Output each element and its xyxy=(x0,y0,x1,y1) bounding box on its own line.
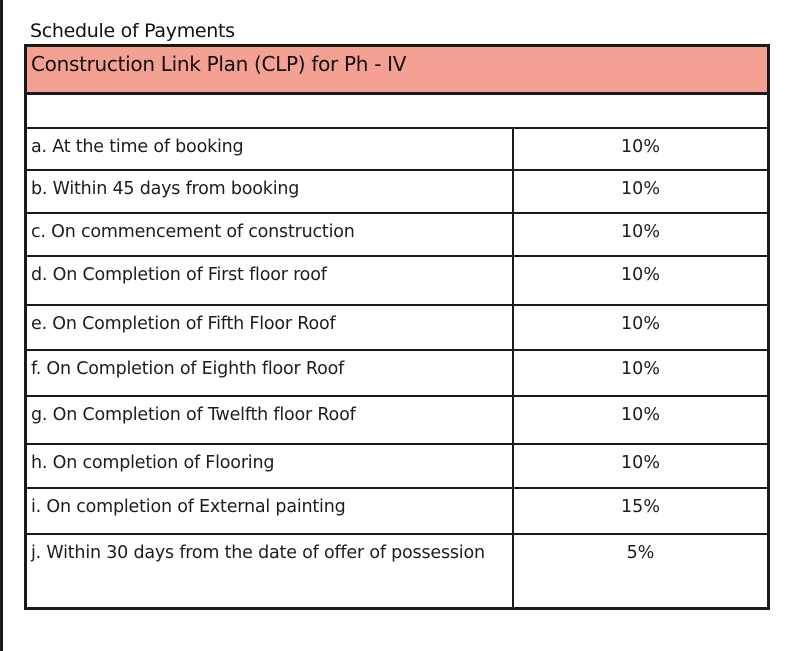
table-row xyxy=(27,351,767,397)
stage-percent: 10% xyxy=(621,222,660,242)
stage-percent: 10% xyxy=(621,453,660,473)
table-row xyxy=(27,445,767,489)
stage-percent: 10% xyxy=(621,314,660,334)
stage-percent: 10% xyxy=(621,137,660,157)
table-row xyxy=(27,257,767,306)
stage-percent: 10% xyxy=(621,359,660,379)
stage-label: j. Within 30 days from the date of offer of possession xyxy=(31,543,485,563)
plan-title: Construction Link Plan (CLP) for Ph - IV xyxy=(31,52,407,76)
page-left-rule xyxy=(0,0,3,651)
table-row xyxy=(27,535,767,607)
stage-label: a. At the time of booking xyxy=(31,137,244,157)
stage-percent: 10% xyxy=(621,405,660,425)
stage-label: h. On completion of Flooring xyxy=(31,453,275,473)
stage-percent: 15% xyxy=(621,497,660,517)
stage-label: c. On commencement of construction xyxy=(31,222,355,242)
table-row xyxy=(27,171,767,214)
stage-label: d. On Completion of First floor roof xyxy=(31,265,327,285)
stage-percent: 5% xyxy=(626,543,655,563)
column-divider xyxy=(512,129,514,607)
stage-label: f. On Completion of Eighth floor Roof xyxy=(31,359,345,379)
table-row xyxy=(27,214,767,257)
table-row xyxy=(27,306,767,351)
stage-label: i. On completion of External painting xyxy=(31,497,346,517)
stage-percent: 10% xyxy=(621,179,660,199)
stage-label: e. On Completion of Fifth Floor Roof xyxy=(31,314,336,334)
blank-row xyxy=(27,95,767,129)
plan-header xyxy=(27,47,767,95)
stage-percent: 10% xyxy=(621,265,660,285)
table-row xyxy=(27,489,767,535)
table-row xyxy=(27,397,767,445)
stage-label: b. Within 45 days from booking xyxy=(31,179,300,199)
document-title: Schedule of Payments xyxy=(30,20,235,42)
payment-schedule-table xyxy=(24,44,770,610)
table-row xyxy=(27,129,767,171)
schedule-rows xyxy=(27,129,767,607)
stage-label: g. On Completion of Twelfth floor Roof xyxy=(31,405,356,425)
